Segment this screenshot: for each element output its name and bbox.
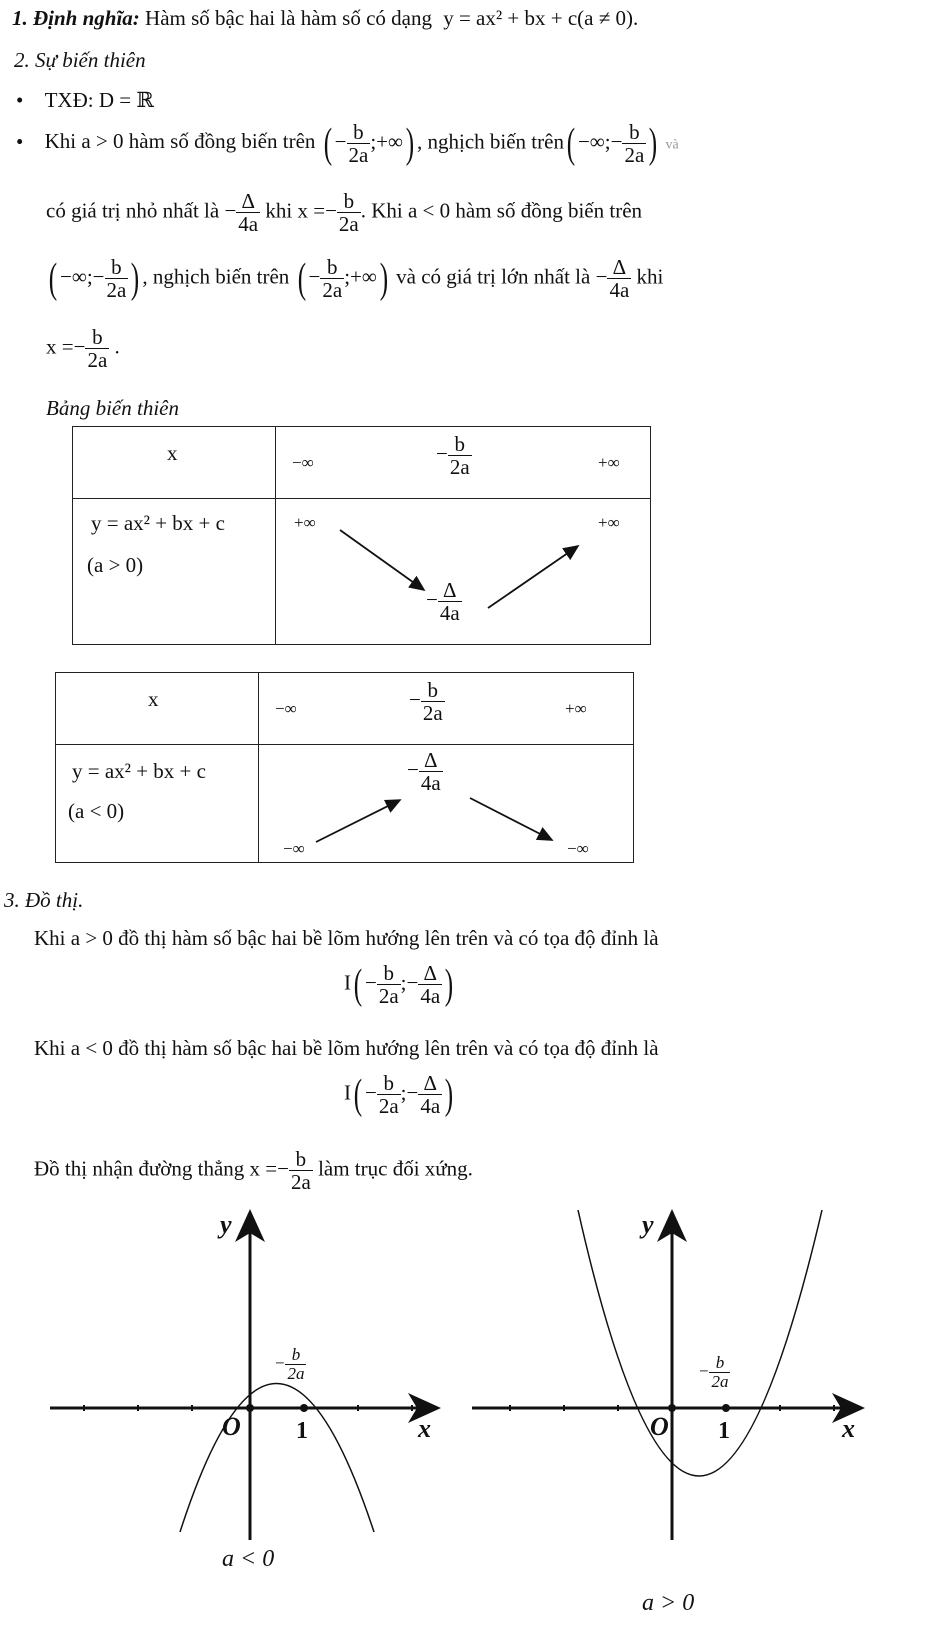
minus-sign: − [224, 198, 237, 223]
y-left-inf: −∞ [283, 839, 305, 858]
interval-start: −∞;− [60, 264, 105, 289]
decreasing-text: , nghịch biến trên [142, 264, 290, 289]
bullet-dot: • [16, 88, 24, 112]
vertex-I: I [344, 970, 351, 995]
frac-num: Δ [607, 256, 631, 279]
frac-den: 2a [449, 455, 470, 480]
minus-sign: − [407, 757, 419, 782]
frac-num: b [347, 121, 371, 144]
max-value-text: và có giá trị lớn nhất là [396, 264, 591, 289]
definition-text: Hàm số bậc hai là hàm số có dạng [145, 6, 432, 30]
frac-num: b [622, 121, 646, 144]
minus-sign: − [277, 1156, 289, 1181]
frac-num: Δ [438, 579, 462, 602]
frac-den: 2a [87, 348, 108, 373]
graph-a-positive [472, 1210, 862, 1540]
frac-num: b [709, 1354, 730, 1373]
x-pos-inf: +∞ [598, 453, 620, 472]
decreasing-arrow [470, 798, 552, 840]
when-text: khi [636, 264, 664, 289]
axis-text-b: làm trục đối xứng. [318, 1156, 473, 1181]
frac-den: 2a [290, 1170, 311, 1195]
frac-num: b [285, 1346, 306, 1365]
condition-label: (a > 0) [87, 553, 144, 577]
minus-sign: − [334, 129, 347, 154]
minus-sign: − [698, 1361, 710, 1381]
frac-num: Δ [418, 1072, 442, 1095]
variation-text-b: , nghịch biến trên [416, 129, 564, 154]
minus-sign: − [73, 334, 86, 359]
minus-sign: − [365, 1080, 377, 1105]
interval-start: −∞;− [577, 129, 623, 154]
frac-den: 2a [378, 984, 399, 1009]
minus-sign: − [595, 264, 608, 289]
minus-sign: − [409, 687, 421, 712]
min-value-text: có giá trị nhỏ nhất là [46, 198, 220, 223]
frac-num: b [289, 1148, 313, 1171]
left-vertex-label [274, 1346, 306, 1383]
frac-den: 4a [420, 771, 441, 796]
frac-num: b [320, 256, 344, 279]
section-graph-heading: 3. Đồ thị. [4, 888, 84, 912]
frac-num: b [448, 433, 472, 456]
x-neg-inf: −∞ [275, 699, 297, 718]
graph-a-negative [50, 1212, 438, 1540]
frac-den: 2a [106, 278, 127, 303]
frac-den: 2a [422, 701, 443, 726]
variation-line4: x =− $\frac{b}{2a}$ . [46, 325, 120, 373]
paren-close: ) [405, 120, 415, 167]
frac-num: Δ [418, 962, 442, 985]
y-right-inf: +∞ [598, 513, 620, 532]
increasing-arrow [316, 800, 400, 842]
paren-open: ( [566, 120, 576, 167]
frac-num: b [377, 1072, 401, 1095]
definition-formula: y = ax² + bx + c(a ≠ 0). [443, 6, 639, 30]
frac-den: 4a [439, 601, 460, 626]
frac-num: b [105, 256, 129, 279]
left-x-label: x [418, 1414, 431, 1443]
paren-open: ( [323, 120, 332, 167]
separator: ;− [400, 970, 419, 995]
y-label: y = ax² + bx + c [72, 759, 206, 783]
paren-open: ( [297, 255, 306, 302]
origin-point [668, 1404, 676, 1412]
frac-num: b [337, 190, 361, 213]
frac-num: b [421, 679, 445, 702]
frac-den: 4a [420, 1094, 441, 1119]
x-equals: x = [46, 334, 74, 359]
left-origin-label: O [222, 1412, 241, 1441]
frac-num: Δ [419, 749, 443, 772]
condition-label: (a < 0) [68, 799, 125, 823]
right-x-label: x [842, 1414, 855, 1443]
left-one-label: 1 [296, 1418, 308, 1444]
minus-sign: − [325, 198, 337, 223]
graph-line2: Khi a < 0 đồ thị hàm số bậc hai bề lõm hướng lên trên và có tọa độ đỉnh là [34, 1036, 659, 1060]
separator: ;− [400, 1080, 419, 1105]
frac-den: 2a [322, 278, 343, 303]
minus-sign: − [308, 264, 321, 289]
paren-close: ) [444, 961, 454, 1008]
right-caption: a > 0 [642, 1590, 695, 1616]
minus-sign: − [365, 970, 377, 995]
frac-num: b [85, 326, 109, 349]
minus-sign: − [426, 587, 438, 612]
section-variation-heading: 2. Sự biến thiên [14, 48, 146, 72]
paren-close: ) [444, 1071, 454, 1118]
paren-open: ( [48, 255, 58, 302]
x-label: x [167, 441, 178, 465]
frac-den: 2a [287, 1363, 305, 1383]
frac-den: 2a [711, 1371, 729, 1391]
paren-open: ( [353, 961, 363, 1008]
frac-den: 2a [624, 143, 645, 168]
frac-den: 4a [420, 984, 441, 1009]
decreasing-arrow [340, 530, 424, 590]
parabola-up [578, 1210, 822, 1476]
variation-text-c: và [665, 137, 679, 153]
paren-open: ( [353, 1071, 363, 1118]
interval-end: ;+∞ [370, 129, 403, 154]
left-y-label: y [220, 1210, 232, 1239]
variation-text-a: Khi a > 0 hàm số đồng biến trên [44, 129, 316, 154]
right-vertex-label [698, 1354, 730, 1391]
fraction-b-2a [709, 1354, 730, 1391]
frac-den: 4a [238, 212, 259, 237]
definition-label: 1. Định nghĩa: [12, 6, 140, 30]
frac-den: 2a [348, 143, 369, 168]
right-origin-label: O [650, 1412, 669, 1441]
table-caption: Bảng biến thiên [46, 396, 179, 420]
minus-sign: − [436, 441, 448, 466]
frac-den: 2a [378, 1094, 399, 1119]
right-one-label: 1 [718, 1418, 730, 1444]
graph-line1: Khi a > 0 đồ thị hàm số bậc hai bề lõm hướng lên trên và có tọa độ đỉnh là [34, 926, 659, 950]
domain-text: TXĐ: D = ℝ [44, 88, 154, 112]
paren-close: ) [131, 255, 140, 302]
y-label: y = ax² + bx + c [91, 511, 225, 535]
bullet-dot: • [16, 129, 24, 154]
frac-den: 2a [338, 212, 359, 237]
frac-num: b [377, 962, 401, 985]
paren-close: ) [649, 120, 658, 167]
parabola-down [180, 1384, 374, 1533]
y-left-inf: +∞ [294, 513, 316, 532]
frac-num: Δ [236, 190, 260, 213]
point-one [722, 1404, 730, 1412]
fraction-b-2a [285, 1346, 306, 1383]
when-x-text: khi x = [265, 198, 326, 223]
vertex-I: I [344, 1080, 351, 1105]
x-pos-inf: +∞ [565, 699, 587, 718]
x-neg-inf: −∞ [292, 453, 314, 472]
a-negative-text: . Khi a < 0 hàm số đồng biến trên [360, 198, 643, 223]
y-right-inf: −∞ [567, 839, 589, 858]
left-caption: a < 0 [222, 1546, 275, 1572]
increasing-arrow [488, 546, 578, 608]
minus-sign: − [274, 1353, 286, 1373]
origin-point [246, 1404, 254, 1412]
interval-end: ;+∞ [344, 264, 377, 289]
right-y-label: y [642, 1210, 654, 1239]
frac-den: 4a [609, 278, 630, 303]
axis-text-a: Đồ thị nhận đường thẳng x = [34, 1156, 278, 1181]
point-one [300, 1404, 308, 1412]
x-label: x [148, 687, 159, 711]
paren-close: ) [379, 255, 389, 302]
